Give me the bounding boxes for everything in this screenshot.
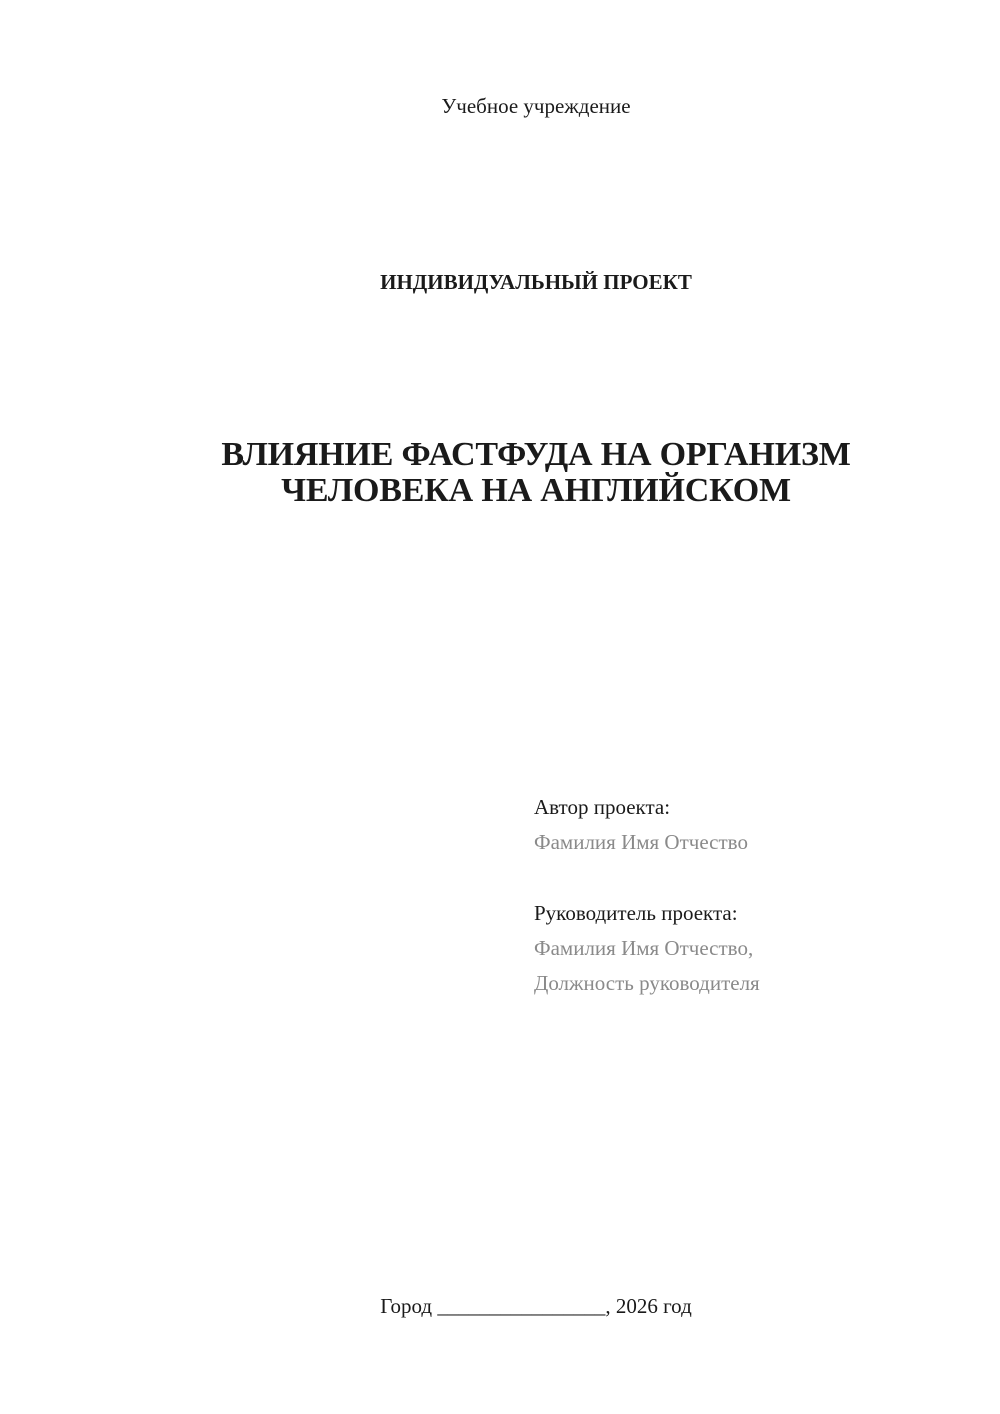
city-label: Город xyxy=(380,1294,433,1318)
author-label: Автор проекта: xyxy=(534,795,671,819)
project-credits xyxy=(534,790,954,1001)
institution-name: Учебное учреждение xyxy=(441,94,631,118)
city-year-line xyxy=(0,1292,1000,1320)
project-title-line-2: ЧЕЛОВЕКА НА АНГЛИЙСКОМ xyxy=(281,472,791,509)
project-title-line-1: ВЛИЯНИЕ ФАСТФУДА НА ОРГАНИЗМ xyxy=(221,436,851,473)
document-type: ИНДИВИДУАЛЬНЫЙ ПРОЕКТ xyxy=(380,270,692,294)
author-name: Фамилия Имя Отчество xyxy=(534,830,748,854)
credits-spacer xyxy=(534,860,954,896)
supervisor-name: Фамилия Имя Отчество, xyxy=(534,936,754,960)
project-title xyxy=(0,437,1000,509)
year-text: , 2026 год xyxy=(605,1294,692,1318)
city-blank: ________________ xyxy=(437,1294,606,1318)
supervisor-position: Должность руководителя xyxy=(534,971,760,995)
supervisor-label: Руководитель проекта: xyxy=(534,901,738,925)
